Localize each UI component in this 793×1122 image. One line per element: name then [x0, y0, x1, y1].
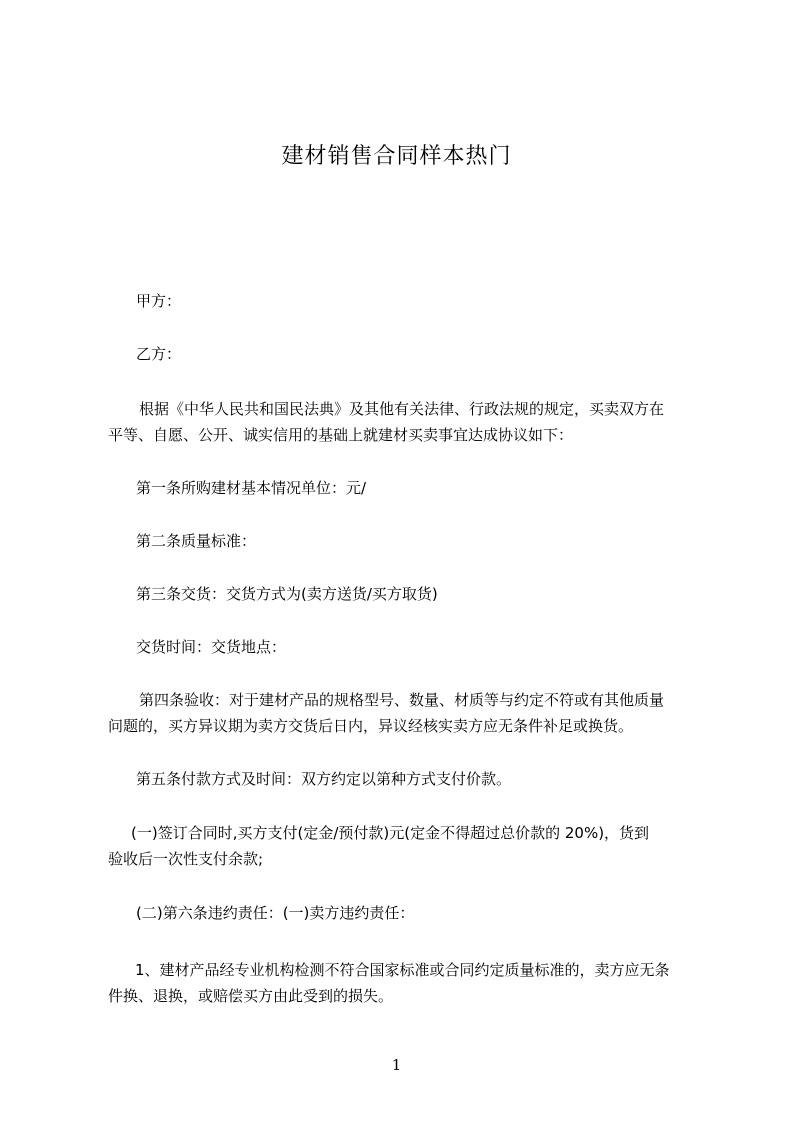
- article-4-line-2: 问题的，买方异议期为卖方交货后日内，异议经核实卖方应无条件补足或换货。: [108, 717, 634, 735]
- payment-option-1: [108, 820, 698, 872]
- article-1: 第一条所购建材基本情况单位：元/: [136, 479, 367, 497]
- article-5: 第五条付款方式及时间：双方约定以第种方式支付价款。: [136, 770, 512, 788]
- delivery-time-place: 交货时间：交货地点：: [136, 638, 287, 656]
- clause-1-line-2: 件换、退换，或赔偿买方由此受到的损失。: [108, 987, 394, 1005]
- article-6: (二)第六条违约责任：(一)卖方违约责任：: [136, 904, 415, 922]
- clause-1-line-1: 1、建材产品经专业机构检测不符合国家标准或合同约定质量标准的，卖方应无条: [135, 961, 670, 979]
- party-b-label: 乙方：: [136, 345, 182, 363]
- article-3: 第三条交货：交货方式为(卖方送货/买方取货): [136, 585, 438, 603]
- preamble-line-2: 平等、自愿、公开、诚实信用的基础上就建材买卖事宜达成协议如下：: [108, 426, 574, 444]
- page-number: 1: [391, 1056, 402, 1074]
- article-2: 第二条质量标准：: [136, 532, 257, 550]
- preamble-line-1: 根据《中华人民共和国民法典》及其他有关法律、行政法规的规定，买卖双方在: [139, 400, 665, 418]
- clause-1: [108, 957, 698, 1009]
- article-4-line-1: 第四条验收：对于建材产品的规格型号、数量、材质等与约定不符或有其他质量: [139, 691, 665, 709]
- article-4: [108, 687, 698, 739]
- document-title: 建材销售合同样本热门: [281, 144, 512, 169]
- party-a-label: 甲方：: [136, 292, 182, 310]
- payment-option-1-line-2: 验收后一次性支付余款;: [108, 850, 264, 868]
- payment-option-1-line-1: (一)签订合同时,买方支付(定金/预付款)元(定金不得超过总价款的 20%)，货到: [131, 824, 650, 842]
- preamble-paragraph: [108, 396, 698, 448]
